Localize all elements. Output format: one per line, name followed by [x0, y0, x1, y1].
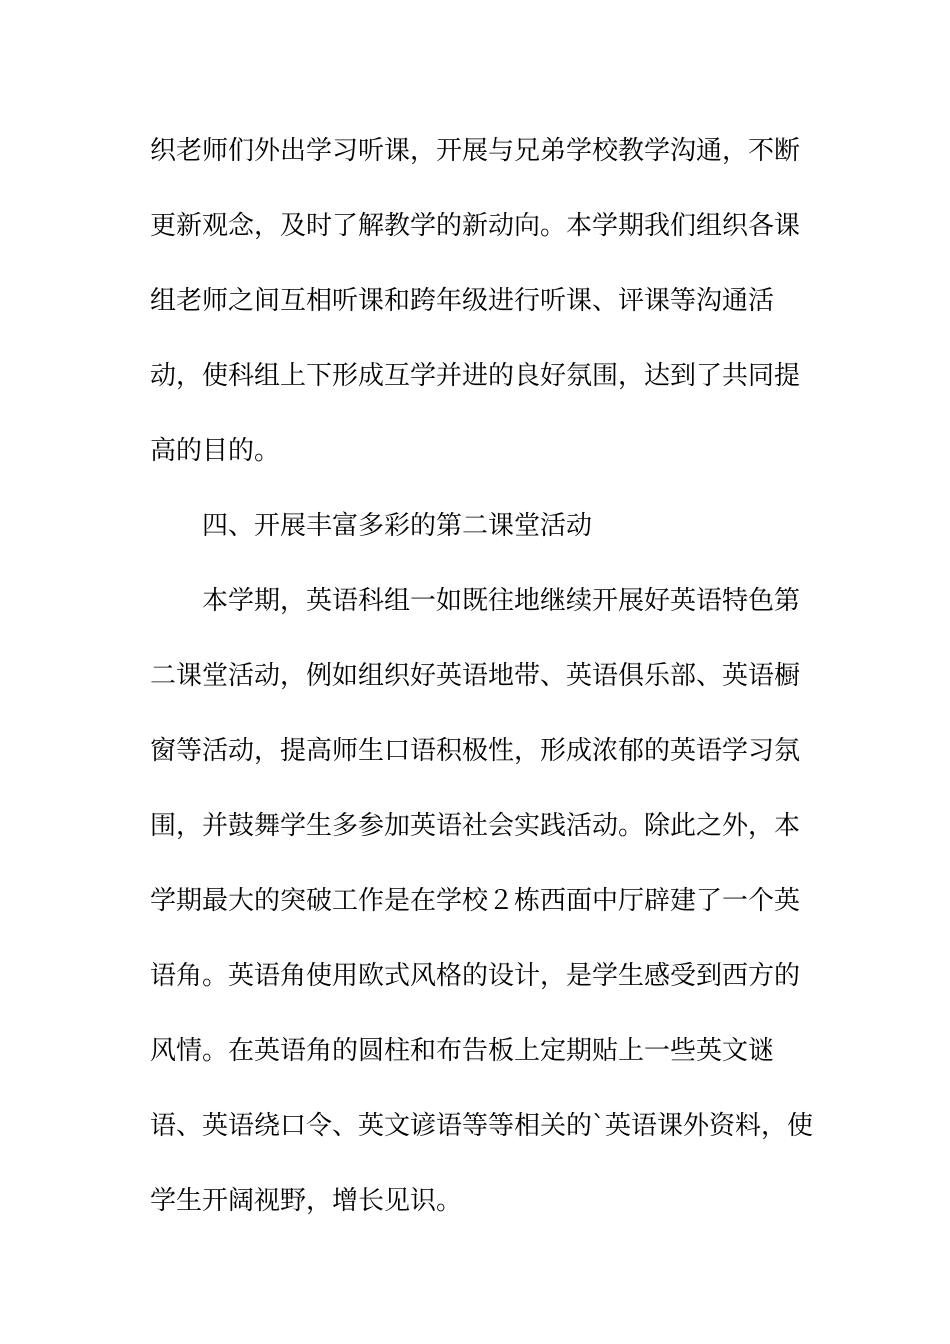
paragraph-line: 围，并鼓舞学生多参加英语社会实践活动。除此之外，本 [150, 811, 801, 841]
paragraph-line: 学期最大的突破工作是在学校２栋西面中厅辟建了一个英 [150, 886, 801, 916]
paragraph-line: 织老师们外出学习听课，开展与兄弟学校教学沟通，不断 [150, 136, 801, 166]
paragraph-line: 动，使科组上下形成互学并进的良好氛围，达到了共同提 [150, 361, 801, 391]
paragraph-line: 组老师之间互相听课和跨年级进行听课、评课等沟通活 [150, 286, 775, 316]
paragraph-line: 风情。在英语角的圆柱和布告板上定期贴上一些英文谜 [150, 1036, 775, 1066]
paragraph-line: 窗等活动，提高师生口语积极性，形成浓郁的英语学习氛 [150, 736, 801, 766]
paragraph-line: 语、英语绕口令、英文谚语等等相关的`英语课外资料，使 [150, 1111, 814, 1141]
section-heading: 四、开展丰富多彩的第二课堂活动 [202, 511, 593, 541]
paragraph-line: 学生开阔视野，增长见识。 [150, 1186, 463, 1216]
paragraph-line: 二课堂活动，例如组织好英语地带、英语俱乐部、英语橱 [150, 661, 801, 691]
paragraph-line: 更新观念，及时了解教学的新动向。本学期我们组织各课 [150, 211, 801, 241]
paragraph-line: 本学期，英语科组一如既往地继续开展好英语特色第 [202, 586, 801, 616]
paragraph-line: 语角。英语角使用欧式风格的设计，是学生感受到西方的 [150, 961, 801, 991]
paragraph-line: 高的目的。 [150, 436, 281, 466]
